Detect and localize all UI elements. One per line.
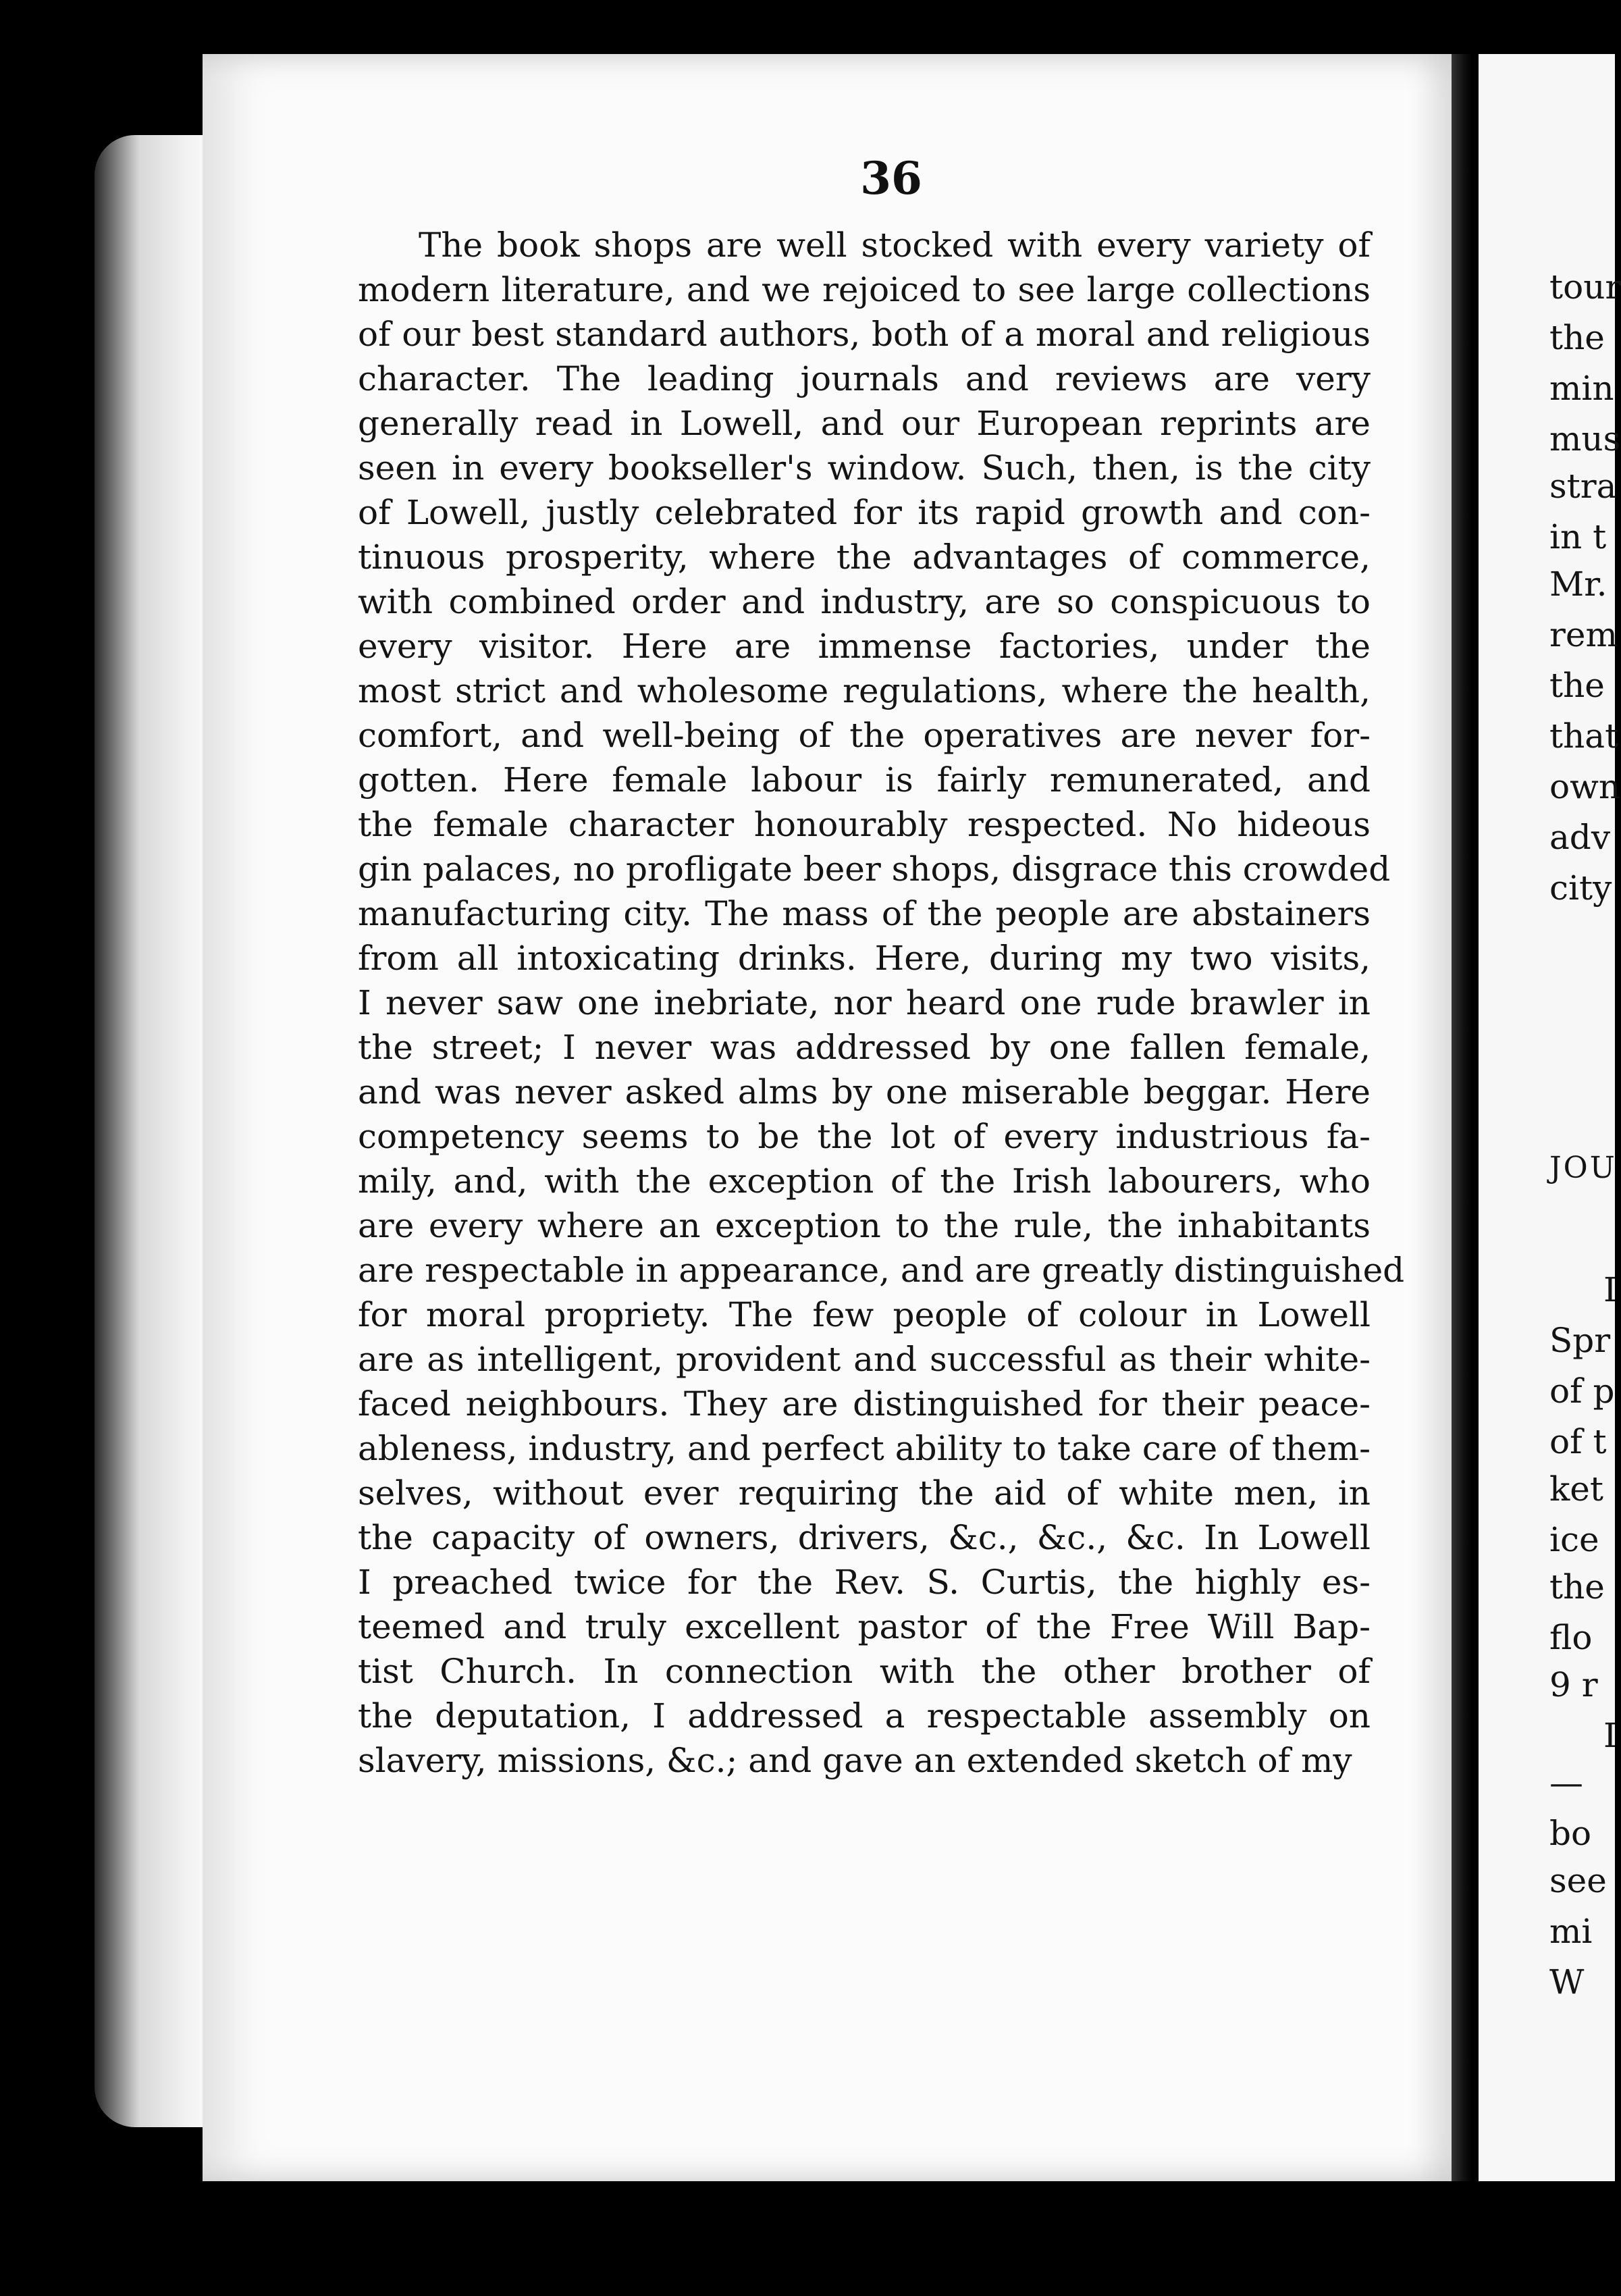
facing-page-fragment: — bbox=[1549, 1763, 1583, 1802]
page-body-text bbox=[358, 223, 1405, 1783]
text-line: of our best standard authors, both of a moral and religious bbox=[358, 315, 1371, 354]
book-spine bbox=[1452, 54, 1472, 2181]
text-line: comfort, and well-being of the operatives are never for- bbox=[358, 716, 1371, 755]
text-line: character. The leading journals and reviews are very bbox=[358, 359, 1371, 398]
text-line: the capacity of owners, drivers, &c., &c., &c. In Lowell bbox=[358, 1518, 1371, 1557]
facing-page-fragment: of t bbox=[1549, 1422, 1607, 1461]
facing-page-fragment: ket bbox=[1549, 1469, 1603, 1509]
facing-page-fragment: of p bbox=[1549, 1372, 1615, 1411]
text-line: gin palaces, no profligate beer shops, disgrace this crowded bbox=[358, 850, 1391, 889]
text-line: the deputation, I addressed a respectable assembly on bbox=[358, 1696, 1371, 1736]
text-line: mily, and, with the exception of the Irish labourers, who bbox=[358, 1162, 1371, 1201]
facing-page-fragment: Spr bbox=[1549, 1321, 1611, 1360]
text-line: I never saw one inebriate, nor heard one rude brawler in bbox=[358, 983, 1371, 1022]
facing-page-fragment: the bbox=[1549, 318, 1605, 357]
facing-page-fragment: W bbox=[1549, 1962, 1585, 2002]
facing-page-fragment: that bbox=[1549, 716, 1619, 756]
text-line: and was never asked alms by one miserable beggar. Here bbox=[358, 1072, 1371, 1112]
facing-page-fragment: min bbox=[1549, 369, 1614, 408]
text-line: tist Church. In connection with the other brother of bbox=[358, 1652, 1371, 1691]
text-line: most strict and wholesome regulations, where the health, bbox=[358, 671, 1371, 710]
facing-page-fragment: city bbox=[1549, 868, 1612, 908]
text-line: every visitor. Here are immense factories, under the bbox=[358, 627, 1371, 666]
facing-page-heading-fragment: JOU bbox=[1549, 1151, 1617, 1185]
facing-page-fragment: mus bbox=[1549, 419, 1621, 459]
facing-page-fragment: see bbox=[1549, 1861, 1607, 1900]
text-line: ableness, industry, and perfect ability to take care of them- bbox=[358, 1429, 1371, 1468]
facing-page-fragment: own bbox=[1549, 767, 1621, 806]
text-line: seen in every bookseller's window. Such, then, is the city bbox=[358, 448, 1371, 488]
facing-page-fragment: adv bbox=[1549, 818, 1611, 857]
text-line: competency seems to be the lot of every industrious fa- bbox=[358, 1117, 1371, 1156]
facing-page-fragment: Mr. bbox=[1549, 565, 1607, 604]
text-line: faced neighbours. They are distinguished for their peace- bbox=[358, 1384, 1371, 1424]
text-line: tinuous prosperity, where the advantages of commerce, bbox=[358, 538, 1371, 577]
facing-page-fragment: mi bbox=[1549, 1912, 1593, 1951]
facing-page-fragment: tour bbox=[1549, 267, 1621, 307]
text-line: manufacturing city. The mass of the people are abstainers bbox=[358, 894, 1371, 933]
facing-page-fragment: I bbox=[1603, 1270, 1617, 1309]
text-line: slavery, missions, &c.; and gave an extended sketch of my bbox=[358, 1741, 1352, 1780]
facing-page-fragment: bo bbox=[1549, 1814, 1592, 1853]
facing-page-fragment: stra bbox=[1549, 467, 1617, 506]
text-line: the street; I never was addressed by one fallen female, bbox=[358, 1028, 1371, 1067]
text-line: for moral propriety. The few people of colour in Lowell bbox=[358, 1295, 1371, 1334]
text-line: are respectable in appearance, and are greatly distinguished bbox=[358, 1251, 1405, 1290]
facing-page-fragment: rem bbox=[1549, 615, 1618, 654]
text-line: teemed and truly excellent pastor of the Free Will Bap- bbox=[358, 1607, 1371, 1646]
facing-page-fragment: I bbox=[1603, 1716, 1617, 1755]
facing-page-fragment: 9 r bbox=[1549, 1665, 1598, 1704]
text-line: gotten. Here female labour is fairly remunerated, and bbox=[358, 760, 1371, 800]
facing-page-fragment: in t bbox=[1549, 517, 1607, 556]
facing-page-fragment: the bbox=[1549, 1567, 1605, 1607]
text-line: are as intelligent, provident and successful as their white- bbox=[358, 1340, 1371, 1379]
text-line: selves, without ever requiring the aid of white men, in bbox=[358, 1473, 1371, 1513]
text-line: generally read in Lowell, and our European reprints are bbox=[358, 404, 1371, 443]
text-line: with combined order and industry, are so conspicuous to bbox=[358, 582, 1371, 621]
text-line: from all intoxicating drinks. Here, during my two visits, bbox=[358, 939, 1371, 978]
page-number: 36 bbox=[860, 152, 922, 205]
text-line: modern literature, and we rejoiced to see large collections bbox=[358, 270, 1371, 309]
facing-page-fragment: the bbox=[1549, 666, 1605, 705]
facing-page-fragment: flo bbox=[1549, 1618, 1593, 1657]
text-line: I preached twice for the Rev. S. Curtis, the highly es- bbox=[358, 1563, 1371, 1602]
text-line: are every where an exception to the rule, the inhabitants bbox=[358, 1206, 1371, 1245]
facing-page-fragment: ice bbox=[1549, 1520, 1599, 1559]
text-line: The book shops are well stocked with every variety of bbox=[419, 226, 1371, 265]
text-line: of Lowell, justly celebrated for its rapid growth and con- bbox=[358, 493, 1371, 532]
text-line: the female character honourably respected. No hideous bbox=[358, 805, 1371, 844]
